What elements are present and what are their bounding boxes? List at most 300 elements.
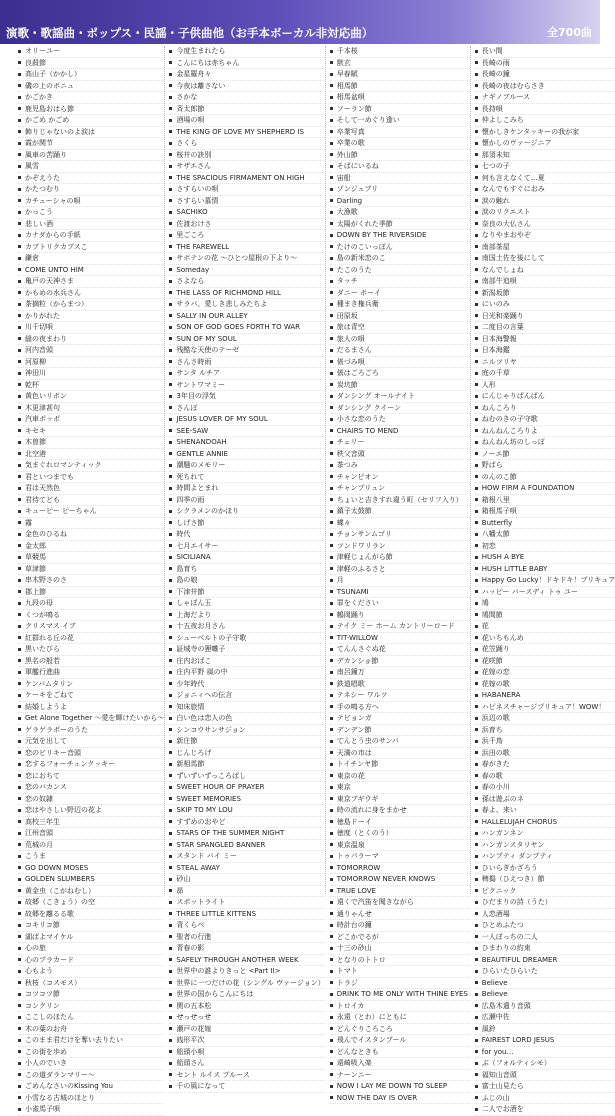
bullet-icon — [330, 912, 333, 915]
song-title: 今夜は離さない — [176, 81, 226, 90]
bullet-icon — [169, 613, 172, 616]
song-list-item — [18, 587, 164, 599]
bullet-icon — [169, 901, 172, 904]
song-title: ダニー ボーイ — [336, 288, 381, 297]
song-title: 恋のバカンス — [25, 783, 67, 791]
song-list-item — [475, 1035, 615, 1047]
song-title: 草競馬 — [25, 553, 46, 561]
bullet-icon — [330, 510, 333, 513]
song-title: サザエさん — [176, 162, 212, 170]
bullet-icon — [475, 544, 478, 547]
song-title: 庄内平野 風の中 — [176, 668, 228, 676]
song-list-item — [475, 656, 615, 668]
bullet-icon — [169, 153, 172, 156]
song-title: 霧 — [25, 518, 32, 527]
song-title: 箱根馬子唄 — [481, 507, 517, 515]
song-list-item — [18, 58, 164, 70]
song-title: にいのみ — [481, 300, 510, 308]
song-title: ずいずいずっころばし — [176, 771, 246, 780]
song-title: そばにいるね — [336, 162, 379, 170]
song-title: ゲラゲラポーのうた — [25, 725, 88, 734]
song-list-item — [330, 840, 470, 852]
song-title: 遠崎吸入楽 — [336, 1059, 372, 1067]
song-list-item — [18, 794, 164, 806]
bullet-icon — [18, 613, 21, 616]
song-title: 黄金虫（こがねむし） — [25, 886, 95, 895]
bullet-icon — [475, 326, 478, 329]
bullet-icon — [330, 245, 333, 248]
bullet-icon — [330, 176, 333, 179]
song-list-item — [169, 529, 324, 541]
song-title: 君といつまでも — [25, 472, 74, 481]
song-title: 茶摘粒（からまつ） — [25, 300, 88, 308]
bullet-icon — [169, 418, 172, 421]
song-list-item — [330, 1093, 470, 1105]
song-list-item — [330, 449, 470, 461]
song-list-item — [475, 449, 615, 461]
song-title: ふじの山 — [481, 1093, 510, 1102]
bullet-icon — [330, 958, 333, 961]
song-list-item — [18, 1058, 164, 1070]
bullet-icon — [330, 395, 333, 398]
song-list-item — [475, 518, 615, 530]
bullet-icon — [475, 625, 478, 628]
song-list-item — [18, 805, 164, 817]
song-list-item — [18, 253, 164, 265]
bullet-icon — [330, 199, 333, 202]
song-list-item — [475, 288, 615, 300]
song-list-item — [18, 1093, 164, 1105]
bullet-icon — [18, 924, 21, 927]
bullet-icon — [18, 429, 21, 432]
song-list-item — [18, 667, 164, 679]
bullet-icon — [475, 257, 478, 260]
song-title: 獣玄 — [336, 58, 351, 67]
bullet-icon — [18, 475, 21, 478]
bullet-icon — [18, 1039, 21, 1042]
bullet-icon — [18, 625, 21, 628]
song-list-item — [18, 897, 164, 909]
song-title: 外山節 — [336, 150, 358, 159]
song-title: 残酷な天使のテーゼ — [176, 346, 240, 354]
song-title: ダンシング オールナイト — [336, 392, 415, 400]
bullet-icon — [330, 291, 333, 294]
song-list-item — [330, 909, 470, 921]
song-list-item — [18, 173, 164, 185]
bullet-icon — [18, 280, 21, 283]
bullet-icon — [475, 395, 478, 398]
song-title: じんじろげ — [176, 748, 212, 757]
song-list-item — [169, 518, 324, 530]
song-list-item — [475, 828, 615, 840]
song-list-item — [475, 207, 615, 219]
bullet-icon — [475, 406, 478, 409]
song-title: Happy Go Lucky！ドキドキ！プリキュア — [481, 576, 615, 584]
song-list-item — [169, 46, 324, 58]
song-title: 早春賦 — [336, 70, 358, 78]
song-list-item — [169, 1001, 324, 1013]
song-list-item — [330, 483, 470, 495]
song-list-item — [169, 805, 324, 817]
bullet-icon — [18, 544, 21, 547]
song-title: 春よ、来い — [481, 806, 517, 814]
bullet-icon — [330, 418, 333, 421]
song-list-item — [169, 1024, 324, 1036]
song-title: 金太郎 — [25, 541, 46, 550]
song-list-item — [18, 598, 164, 610]
bullet-icon — [330, 590, 333, 593]
song-title: 船頭小唄 — [176, 1047, 205, 1056]
bullet-icon — [475, 958, 478, 961]
song-title: チェリー — [336, 438, 365, 446]
song-list-item — [475, 311, 615, 323]
song-title: 大漁歌 — [336, 208, 358, 216]
bullet-icon — [18, 533, 21, 536]
song-list-item — [18, 230, 164, 242]
bullet-icon — [475, 728, 478, 731]
song-list-item — [18, 322, 164, 334]
song-title: 結婚しようよ — [25, 702, 67, 711]
song-list-item — [475, 230, 615, 242]
song-count-label: 全700曲 — [547, 26, 592, 39]
song-title: 霞が関节 — [25, 139, 53, 147]
song-list-item — [330, 828, 470, 840]
bullet-icon — [475, 1096, 478, 1099]
bullet-icon — [169, 395, 172, 398]
song-title: 軍艦行進曲 — [25, 668, 60, 676]
bullet-icon — [475, 763, 478, 766]
bullet-icon — [18, 590, 21, 593]
bullet-icon — [169, 165, 172, 168]
bullet-icon — [475, 924, 478, 927]
bullet-icon — [475, 866, 478, 869]
song-list-item — [169, 840, 324, 852]
song-title: 日本海警報 — [481, 334, 517, 343]
bullet-icon — [18, 268, 21, 271]
bullet-icon — [169, 487, 172, 490]
song-title: 河内音頭 — [25, 346, 53, 354]
song-list-item — [18, 46, 164, 58]
song-list-item — [330, 230, 470, 242]
song-title: 悲しい酒 — [25, 219, 53, 228]
bullet-icon — [169, 464, 172, 467]
song-list-item — [18, 368, 164, 380]
song-title: 千本桜 — [336, 47, 358, 55]
song-title: STARS OF THE SUMMER NIGHT — [176, 829, 285, 837]
bullet-icon — [475, 1050, 478, 1053]
bullet-icon — [475, 843, 478, 846]
bullet-icon — [169, 50, 172, 53]
bullet-icon — [169, 406, 172, 409]
bullet-icon — [475, 107, 478, 110]
song-list-item — [475, 357, 615, 369]
song-list-item — [18, 426, 164, 438]
song-list-item — [169, 184, 324, 196]
song-title: 稗搗（ひえつき）節 — [481, 875, 545, 883]
bullet-icon — [18, 84, 21, 87]
song-title: 南部牛追唄 — [481, 277, 517, 285]
bullet-icon — [330, 843, 333, 846]
song-list-item — [169, 863, 324, 875]
bullet-icon — [169, 360, 172, 363]
song-title: 四季の雨 — [176, 495, 205, 504]
song-list-item — [18, 150, 164, 162]
bullet-icon — [330, 786, 333, 789]
song-title: コキリコ節 — [25, 921, 60, 929]
bullet-icon — [169, 970, 172, 973]
song-list-item — [330, 357, 470, 369]
bullet-icon — [475, 165, 478, 168]
song-title: 九段の母 — [25, 599, 53, 607]
song-list-item — [330, 1058, 470, 1070]
song-title: SALLY IN OUR ALLEY — [176, 311, 248, 320]
song-list-item — [475, 345, 615, 357]
bullet-icon — [169, 73, 172, 76]
song-list-item — [18, 138, 164, 150]
song-list-item — [18, 403, 164, 415]
song-title: GENTLE ANNIE — [176, 449, 229, 458]
song-title: 瀬戸の花嫁 — [176, 1024, 212, 1033]
bullet-icon — [330, 1085, 333, 1088]
song-list-item — [18, 863, 164, 875]
song-title: 世界に一つだけの花（シングル ヴァージョン） — [176, 978, 325, 987]
bullet-icon — [169, 211, 172, 214]
song-list-item — [18, 276, 164, 288]
song-list-item — [169, 81, 324, 93]
song-title: ハンガンスタリヤン — [481, 840, 545, 849]
song-title: Someday — [176, 265, 210, 274]
song-list-item — [475, 196, 615, 208]
song-title: キセキ — [25, 426, 46, 435]
song-title: 島の新米恋のこ — [336, 254, 386, 262]
song-list-item — [475, 794, 615, 806]
song-title: のんのこ節 — [481, 472, 517, 481]
bullet-icon — [18, 659, 21, 662]
song-title: サントワマミー — [176, 380, 226, 389]
bullet-icon — [169, 475, 172, 478]
bullet-icon — [18, 832, 21, 835]
bullet-icon — [475, 303, 478, 306]
bullet-icon — [18, 452, 21, 455]
bullet-icon — [475, 1016, 478, 1019]
bullet-icon — [18, 337, 21, 340]
song-title: 十五夜お月さん — [176, 622, 226, 630]
song-title: 涙のリクエスト — [481, 208, 531, 216]
song-list-item — [330, 207, 470, 219]
song-list-item — [330, 334, 470, 346]
song-title: シクラメンのかほり — [176, 507, 240, 515]
bullet-icon — [169, 625, 172, 628]
song-title: 南国土佐を後にして — [481, 254, 545, 262]
song-title: FAIREST LORD JESUS — [481, 1036, 555, 1044]
song-title: ジョニィへの伝言 — [176, 691, 233, 699]
bullet-icon — [169, 383, 172, 386]
song-list-item — [475, 840, 615, 852]
song-title: こんにちは赤ちゃん — [176, 58, 240, 67]
song-list-item — [18, 943, 164, 955]
song-title: タッチ — [336, 277, 358, 285]
song-title: 広瀬中佐 — [481, 1013, 510, 1021]
bullet-icon — [475, 418, 478, 421]
song-list-item — [169, 138, 324, 150]
song-list-item — [169, 104, 324, 116]
song-title: サボテンの花 ～ひとつ屋根の下より～ — [176, 254, 298, 262]
song-title: しげさ節 — [176, 518, 205, 527]
bullet-icon — [18, 935, 21, 938]
song-title: コンクリン — [25, 1001, 60, 1010]
song-title: だるまさん — [336, 346, 372, 354]
song-title: 野ばら — [481, 461, 503, 469]
song-title: 鎌倉 — [25, 254, 39, 262]
song-title: 小人のでいき — [25, 1059, 67, 1067]
bullet-icon — [330, 809, 333, 812]
song-title: どんなときも — [336, 1047, 379, 1056]
song-list-item — [18, 978, 164, 990]
song-title: 草津節 — [25, 564, 46, 573]
song-list-item — [330, 552, 470, 564]
bullet-icon — [18, 222, 21, 225]
bullet-icon — [18, 153, 21, 156]
song-title: たけのこいっぽん — [336, 242, 393, 251]
song-list-item — [18, 690, 164, 702]
bullet-icon — [475, 234, 478, 237]
song-list-item — [18, 874, 164, 886]
song-title: 十三の砂山 — [336, 944, 372, 952]
song-title: 小さな恋のうた — [336, 415, 386, 423]
song-title: 七つの子 — [481, 162, 510, 170]
bullet-icon — [330, 993, 333, 996]
song-list-item — [330, 173, 470, 185]
song-title: SUN OF MY SOUL — [176, 334, 237, 343]
song-list-item — [18, 644, 164, 656]
bullet-icon — [18, 866, 21, 869]
song-list-item — [330, 472, 470, 484]
song-title: 酒場の唄 — [176, 116, 205, 124]
song-list-item — [475, 989, 615, 1001]
song-list-item — [18, 725, 164, 737]
song-title: 庭の千草 — [481, 369, 510, 377]
song-list-item — [18, 81, 164, 93]
song-title: 卒業の歌 — [336, 139, 365, 147]
song-list-item — [330, 380, 470, 392]
song-list-item — [169, 656, 324, 668]
song-title: 旅は青空 — [336, 323, 365, 331]
bullet-icon — [330, 648, 333, 651]
song-list-item — [18, 541, 164, 553]
song-title: 茶つみ — [336, 461, 358, 469]
bullet-icon — [169, 556, 172, 559]
song-title: 長い間 — [481, 47, 503, 55]
song-list-item — [18, 104, 164, 116]
song-list-item — [475, 150, 615, 162]
bullet-icon — [330, 107, 333, 110]
song-list-item — [18, 115, 164, 127]
bullet-icon — [18, 809, 21, 812]
bullet-icon — [330, 740, 333, 743]
bullet-icon — [330, 671, 333, 674]
song-title: HABANERA — [481, 691, 521, 699]
bullet-icon — [475, 717, 478, 720]
bullet-icon — [18, 395, 21, 398]
song-list-item — [475, 495, 615, 507]
song-list-item — [475, 414, 615, 426]
song-list-item — [475, 1070, 615, 1082]
song-list-item — [475, 817, 615, 829]
song-list-item — [169, 759, 324, 771]
song-title: 那須未知 — [481, 150, 510, 159]
song-title: SEE-SAW — [176, 426, 209, 435]
song-title: ハピネスチャージプリキュア！WOW！ — [481, 702, 606, 711]
song-title: 新庄節 — [176, 737, 198, 745]
song-list-item — [475, 725, 615, 737]
song-title: 相馬節 — [336, 81, 358, 90]
song-title: 斉太郎節 — [176, 104, 205, 113]
song-title: 故郷を離るる歌 — [25, 909, 74, 918]
song-list-item — [169, 552, 324, 564]
bullet-icon — [169, 268, 172, 271]
song-list-item — [330, 69, 470, 81]
song-list-item — [330, 989, 470, 1001]
song-list-item — [169, 667, 324, 679]
song-list-item — [169, 541, 324, 553]
bullet-icon — [18, 981, 21, 984]
song-title: ダンシング クイーン — [336, 403, 402, 412]
bullet-icon — [18, 73, 21, 76]
bullet-icon — [18, 682, 21, 685]
song-list-item — [475, 265, 615, 277]
song-list-item — [330, 817, 470, 829]
bullet-icon — [330, 234, 333, 237]
song-title: 元気を出して — [25, 737, 67, 745]
song-list-item — [330, 196, 470, 208]
song-title: カチューシャの唄 — [25, 196, 81, 205]
song-title: 小雪なる古城のほとり — [25, 1093, 95, 1102]
song-list-item — [330, 322, 470, 334]
bullet-icon — [330, 383, 333, 386]
song-title: SKIP TO MY LOU — [176, 806, 233, 814]
song-list-item — [18, 886, 164, 898]
bullet-icon — [18, 843, 21, 846]
bullet-icon — [18, 498, 21, 501]
bullet-icon — [169, 314, 172, 317]
song-list-item — [169, 265, 324, 277]
song-list-item — [169, 702, 324, 714]
song-list-item — [169, 851, 324, 863]
song-title: テビョンガ — [336, 714, 372, 722]
song-title: 心もよう — [25, 967, 53, 975]
bullet-icon — [18, 797, 21, 800]
song-list-item — [475, 69, 615, 81]
song-title: 二度目の言葉 — [481, 323, 524, 331]
song-title: ひまわりの約束 — [481, 944, 531, 952]
song-list-item — [18, 955, 164, 967]
bullet-icon — [18, 418, 21, 421]
song-title: なりやまおやぞ — [481, 231, 531, 239]
song-list-item — [475, 909, 615, 921]
song-list-item — [169, 978, 324, 990]
bullet-icon — [169, 832, 172, 835]
song-title: 恋の奴隷 — [25, 794, 53, 803]
bullet-icon — [169, 303, 172, 306]
song-title: このまま君だけを奪い去りたい — [25, 1036, 123, 1044]
bullet-icon — [18, 970, 21, 973]
song-list-item — [18, 840, 164, 852]
bullet-icon — [475, 1039, 478, 1042]
bullet-icon — [330, 303, 333, 306]
song-title: 七月エイサー — [176, 541, 219, 550]
bullet-icon — [475, 786, 478, 789]
song-title: 神田川 — [25, 369, 46, 377]
